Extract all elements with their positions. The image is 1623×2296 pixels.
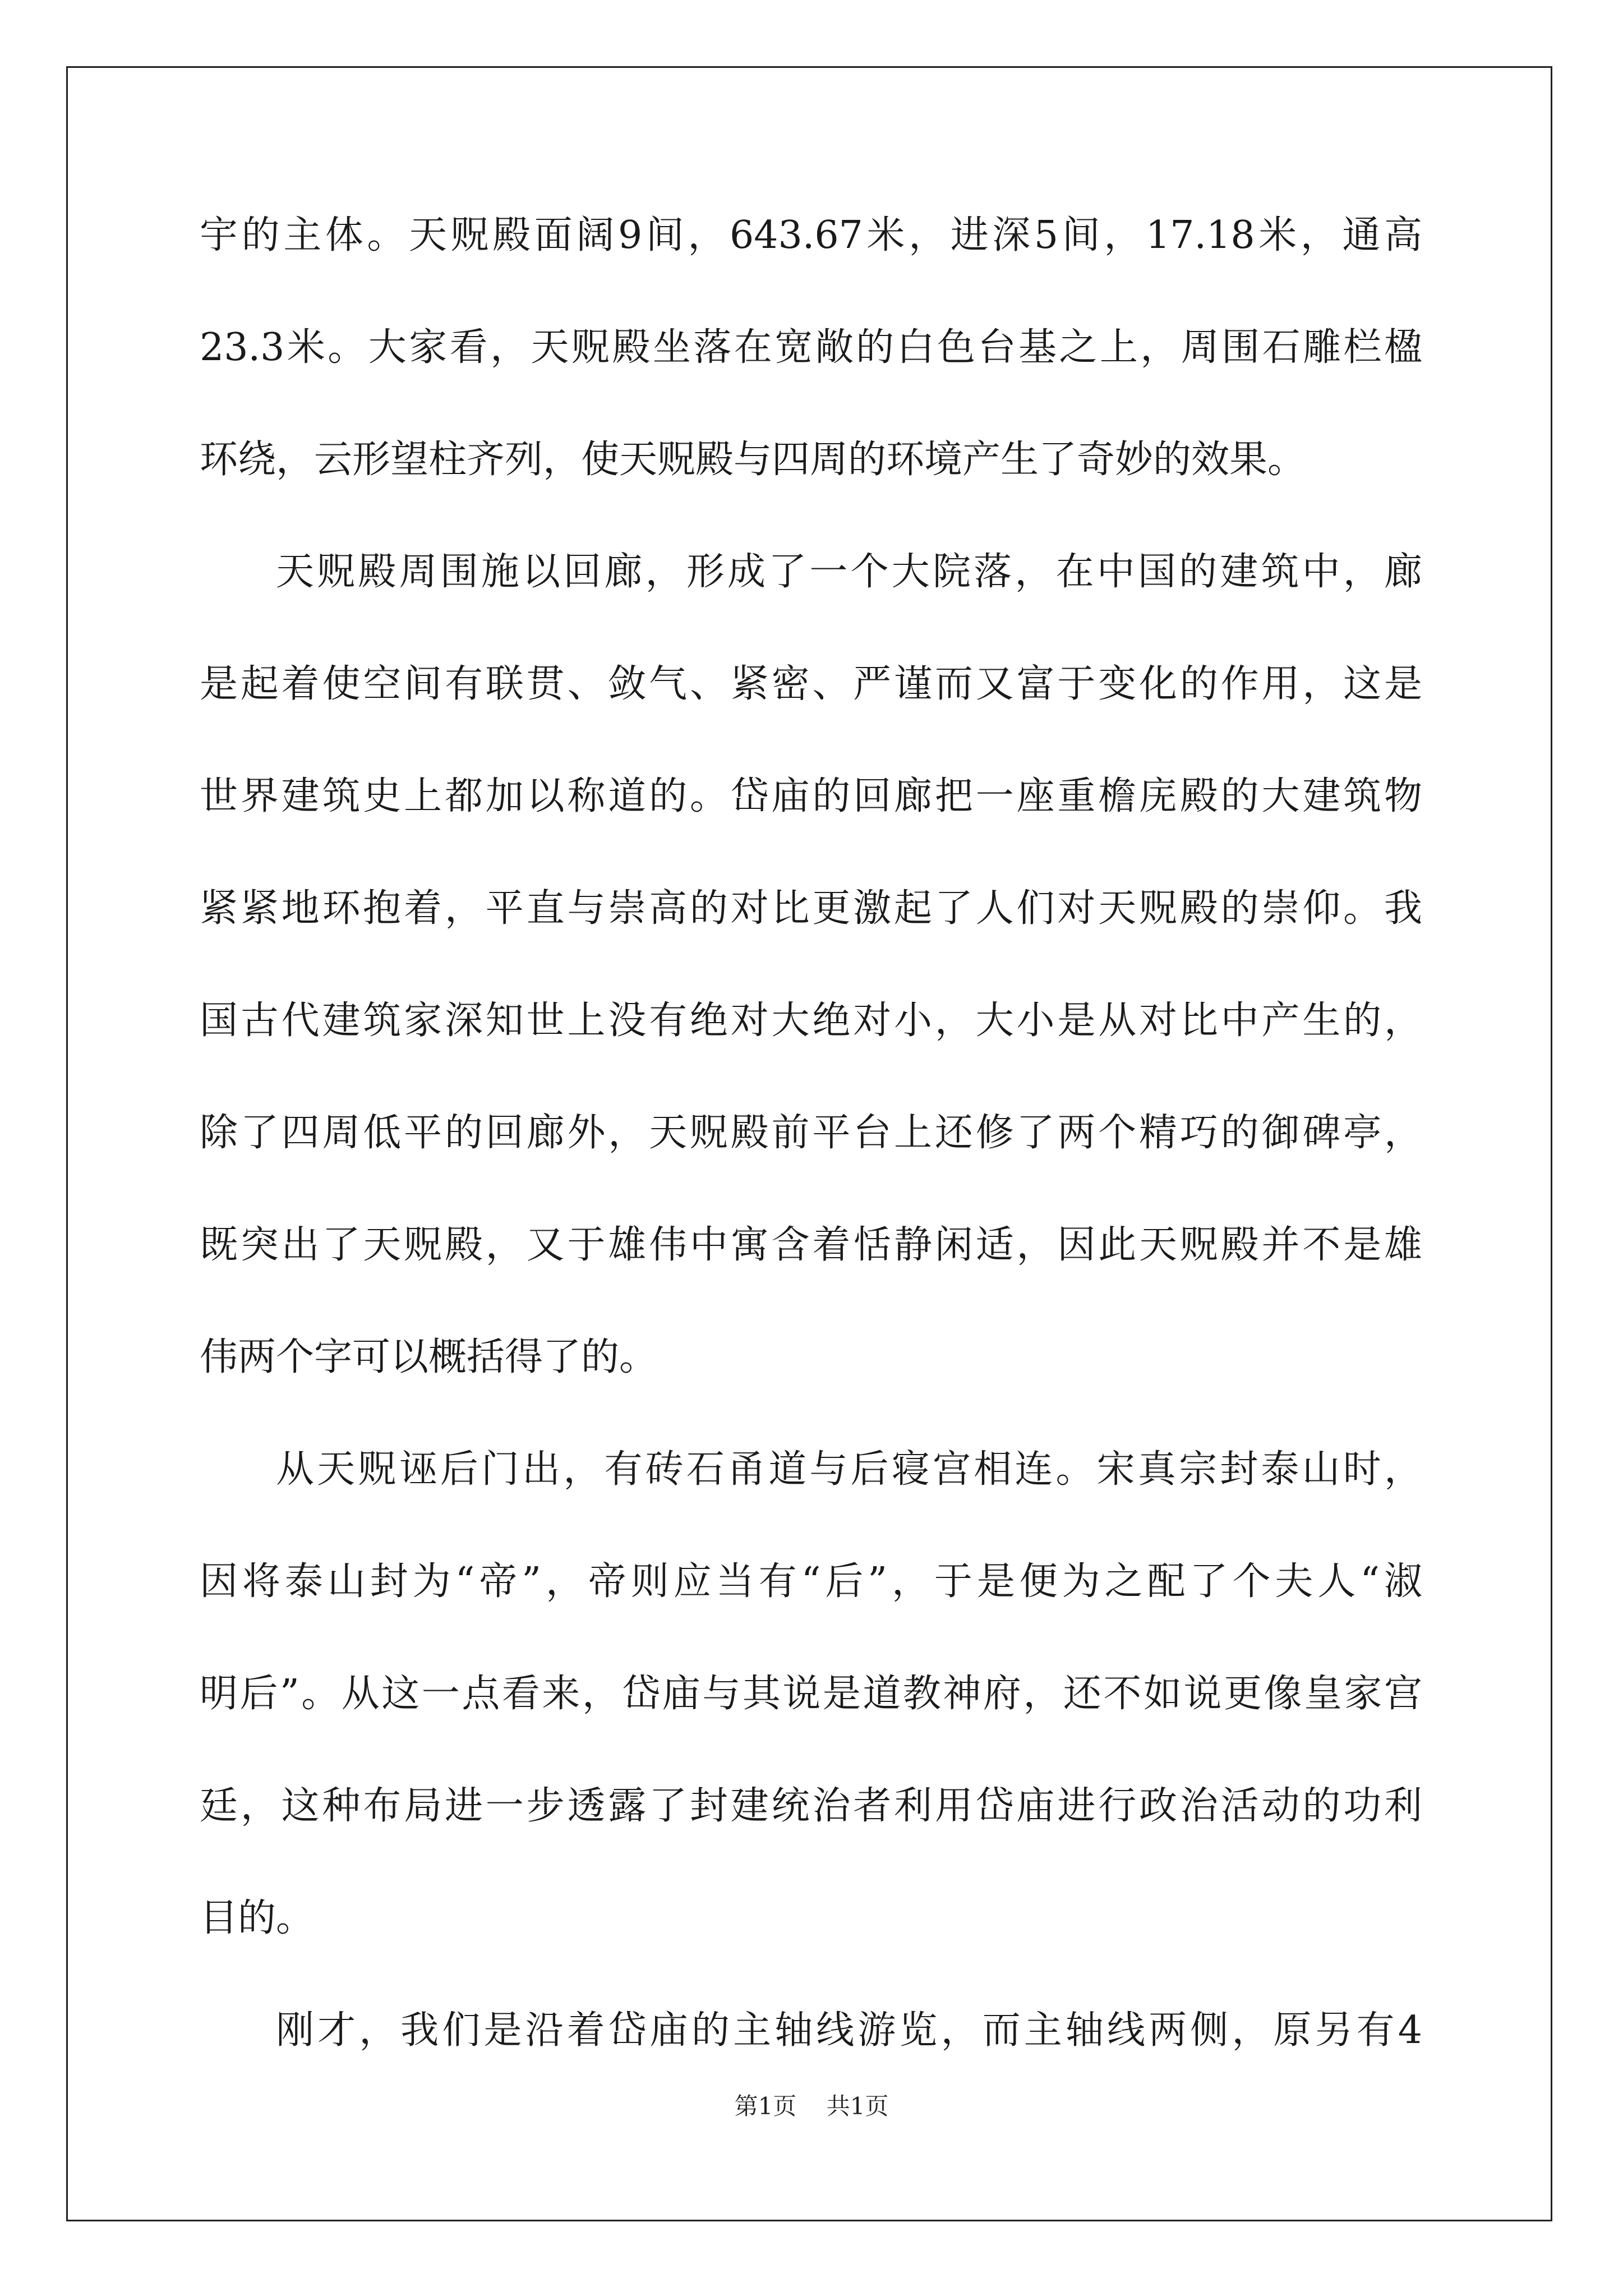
text-line: 目的。: [200, 1896, 315, 1940]
text-line: 是起着使空间有联贯、敛气、紧密、严谨而又富于变化的作用，这是: [200, 662, 1422, 706]
text-line: 环绕，云形望柱齐列，使天贶殿与四周的环境产生了奇妙的效果。: [200, 438, 1306, 482]
text-line: 因将泰山封为“帝”，帝则应当有“后”，于是便为之配了个夫人“淑: [200, 1559, 1422, 1604]
text-line: 伟两个字可以概括得了的。: [200, 1335, 658, 1379]
text-line: 23.3米。大家看，天贶殿坐落在宽敞的白色台基之上，周围石雕栏楹: [200, 325, 1422, 370]
text-line: 紧紧地环抱着，平直与崇高的对比更激起了人们对天贶殿的崇仰。我: [200, 886, 1422, 931]
page-total: 共1页: [826, 2092, 889, 2120]
paragraph-first-line: 天贶殿周围施以回廊，形成了一个大院落，在中国的建筑中，廊: [276, 550, 1422, 594]
text-line: 明后”。从这一点看来，岱庙与其说是道教神府，还不如说更像皇家宫: [200, 1672, 1422, 1716]
paragraph-first-line: 从天贶诬后门出，有砖石甬道与后寝宫相连。宋真宗封泰山时，: [276, 1447, 1422, 1492]
text-line: 廷，这种布局进一步透露了封建统治者利用岱庙进行政治活动的功利: [200, 1784, 1422, 1828]
paragraph-first-line: 刚才，我们是沿着岱庙的主轴线游览，而主轴线两侧，原另有4: [276, 2008, 1422, 2053]
text-line: 除了四周低平的回廊外，天贶殿前平台上还修了两个精巧的御碑亭，: [200, 1111, 1422, 1155]
text-line: 宇的主体。天贶殿面阔9间，643.67米，进深5间，17.18米，通高: [200, 213, 1422, 257]
page-number: 第1页: [734, 2092, 797, 2120]
text-line: 世界建筑史上都加以称道的。岱庙的回廊把一座重檐庑殿的大建筑物: [200, 774, 1422, 818]
page-footer: [0, 2090, 1623, 2123]
text-line: 既突出了天贶殿，又于雄伟中寓含着恬静闲适，因此天贶殿并不是雄: [200, 1223, 1422, 1267]
text-line: 国古代建筑家深知世上没有绝对大绝对小，大小是从对比中产生的，: [200, 999, 1422, 1043]
